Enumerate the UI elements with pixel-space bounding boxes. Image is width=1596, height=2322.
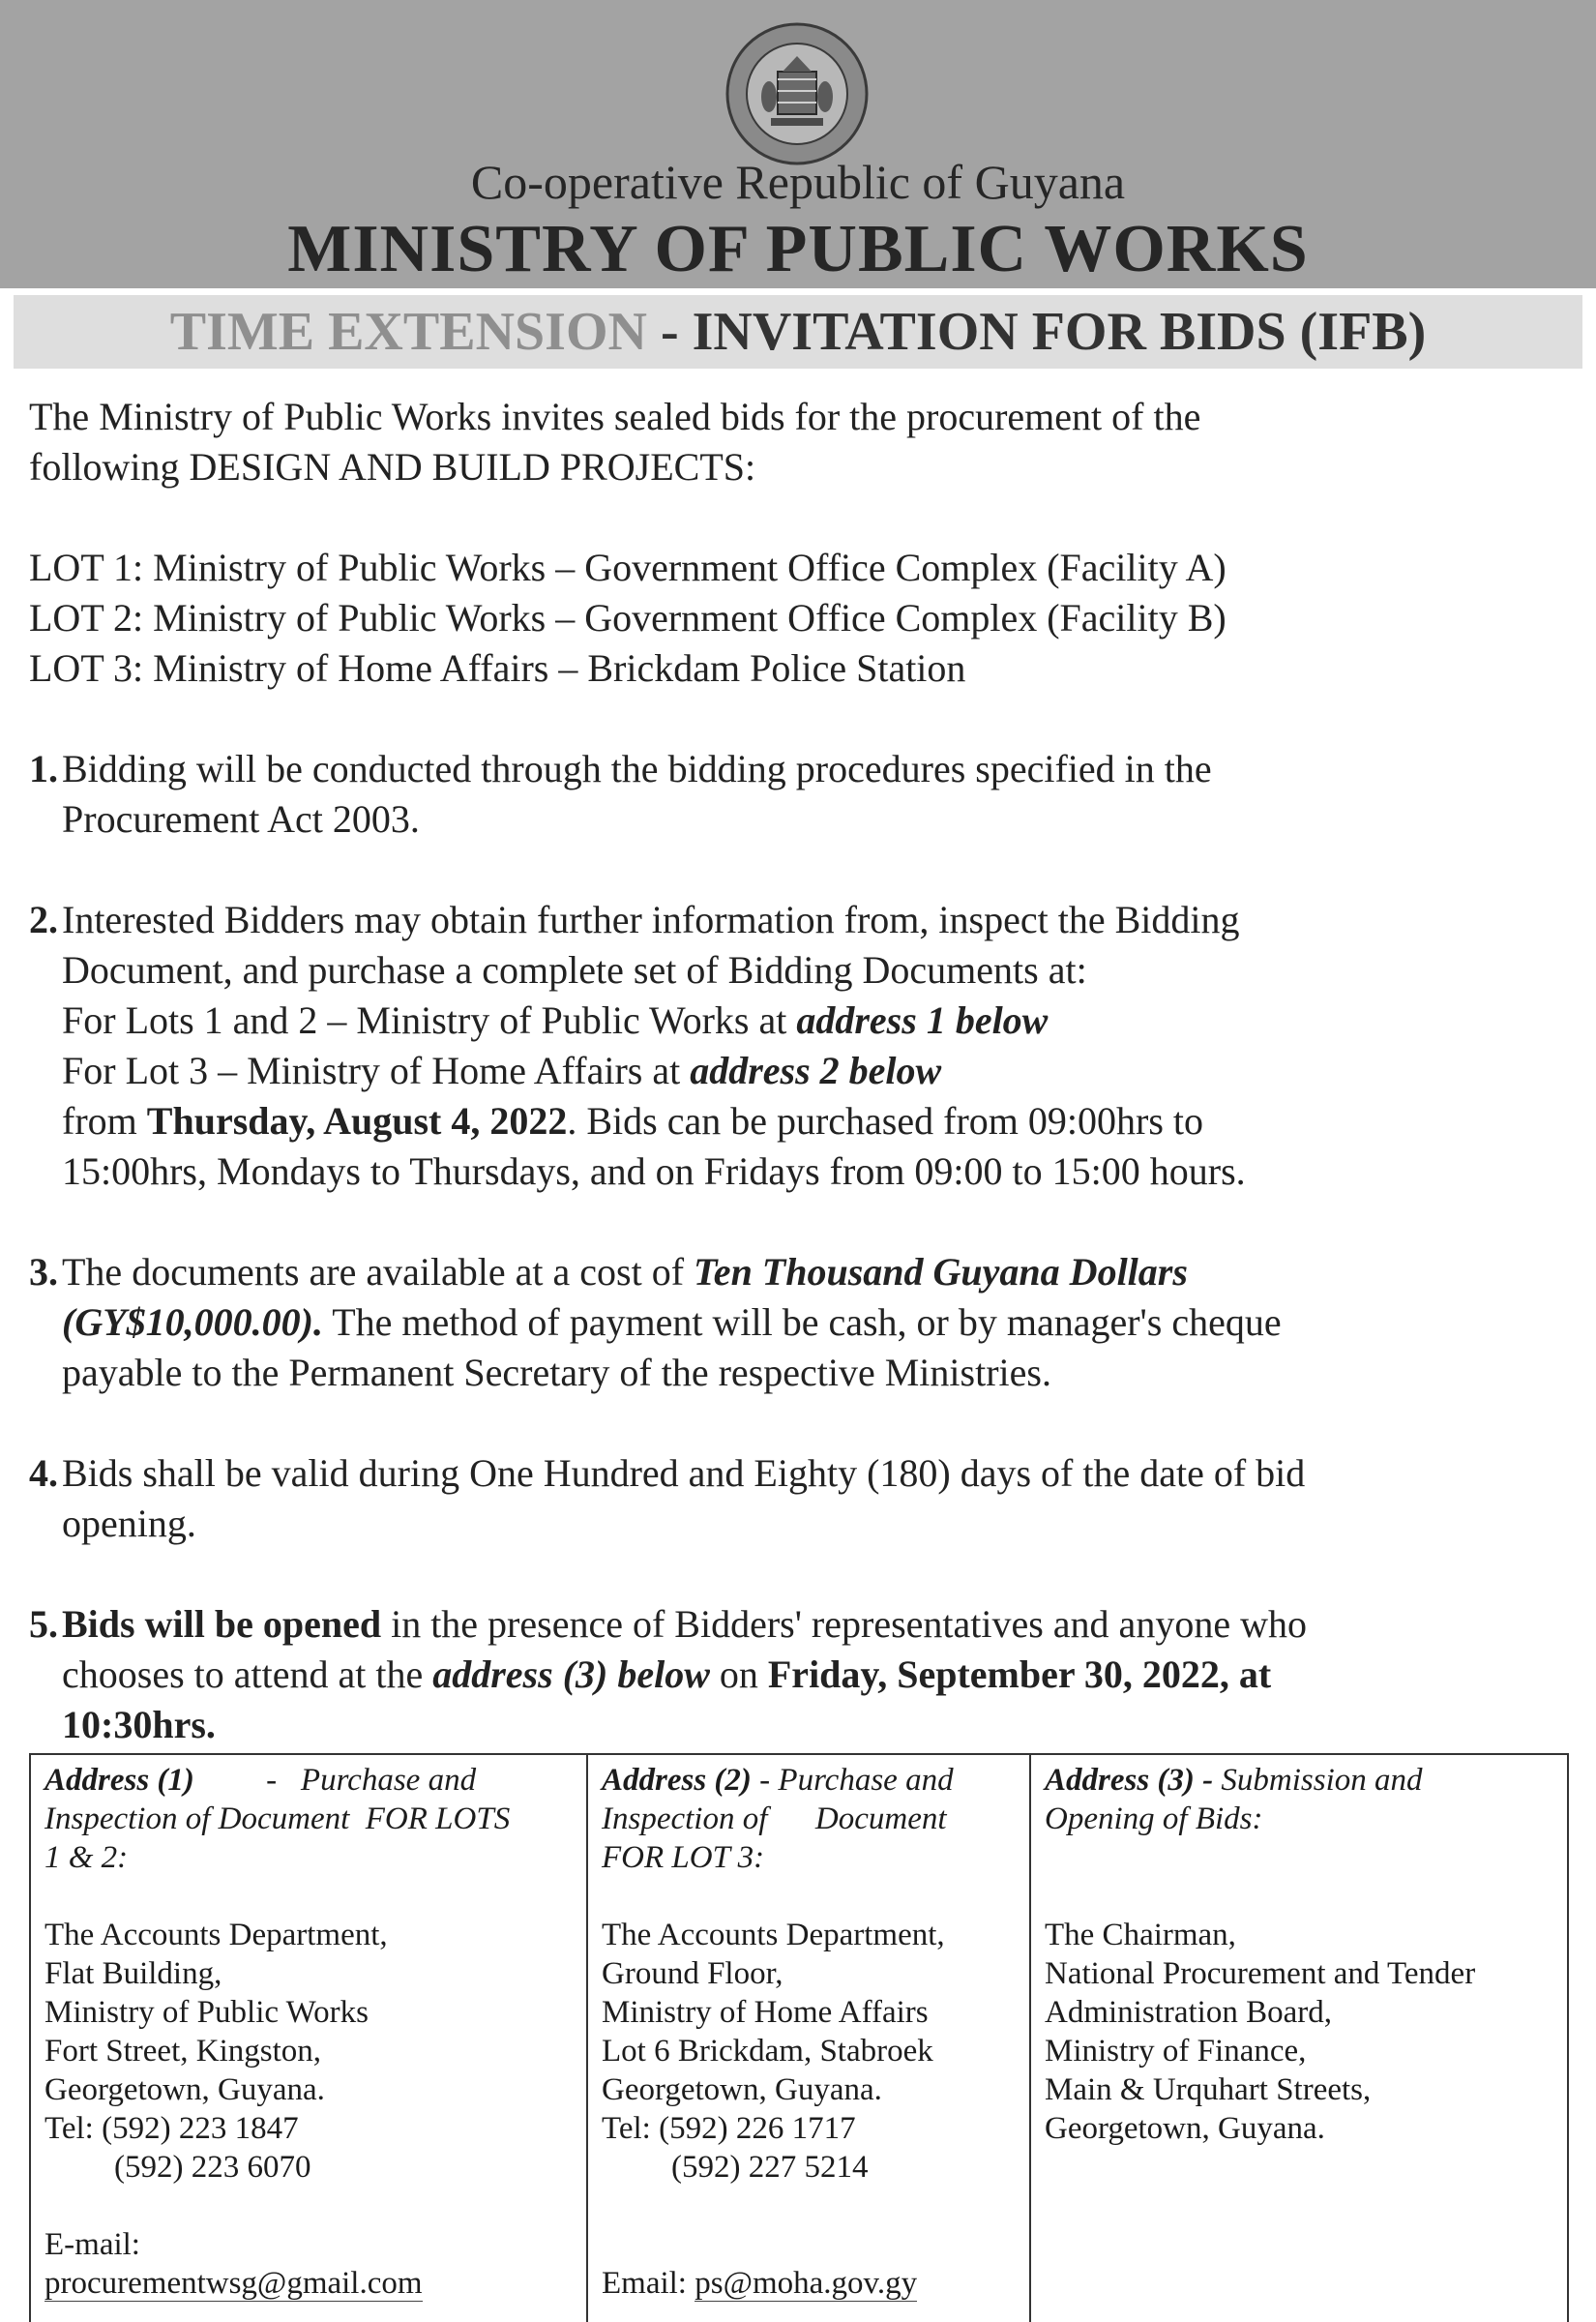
address-table (29, 1753, 1569, 2322)
lot-item: LOT 3: Ministry of Home Affairs – Brickdam Police Station (29, 646, 966, 690)
country-name: Co-operative Republic of Guyana (470, 155, 1126, 209)
clause-number: 3. (29, 1250, 58, 1294)
address-1-reference: address 1 below (796, 998, 1049, 1042)
clause-text: Bids shall be valid during One Hundred and Eighty (180) days of the date of bid (62, 1451, 1306, 1495)
address-2-title: Inspection of Document (602, 1801, 947, 1836)
clause-text: (GY$10,000.00). The method of payment will be cash, or by manager's cheque (62, 1300, 1282, 1344)
clause-text: payable to the Permanent Secretary of the respective Ministries. (62, 1351, 1051, 1394)
address-1-title: 1 & 2: (44, 1840, 129, 1875)
clause-text: Bidding will be conducted through the bidding procedures specified in the (62, 747, 1212, 790)
email-link[interactable]: ps@moha.gov.gy (695, 2266, 918, 2301)
clause-5 (29, 1599, 1577, 1750)
clause-text: Document, and purchase a complete set of Bidding Documents at: (62, 948, 1087, 992)
ministry-seal-icon (724, 21, 870, 166)
address-2-title: Address (2) - Purchase and (602, 1763, 954, 1798)
clause-text: chooses to attend at the address (3) below on Friday, September 30, 2022, at (62, 1652, 1272, 1696)
time-extension-label: TIME EXTENSION (169, 302, 647, 362)
clause-number: 5. (29, 1602, 58, 1646)
intro-line: The Ministry of Public Works invites sealed bids for the procurement of the (29, 395, 1201, 438)
bid-opening-time: 10:30hrs. (62, 1703, 216, 1746)
document-cost: Ten Thousand Guyana Dollars (694, 1250, 1188, 1294)
document-cost-amount: (GY$10,000.00). (62, 1300, 323, 1344)
header-band (0, 0, 1596, 288)
intro-line: following DESIGN AND BUILD PROJECTS: (29, 445, 756, 489)
lot-item: LOT 1: Ministry of Public Works – Government Office Complex (Facility A) (29, 546, 1227, 589)
ministry-name: MINISTRY OF PUBLIC WORKS (287, 212, 1309, 286)
clause-number: 1. (29, 747, 58, 790)
address-3-reference: address (3) below (432, 1652, 710, 1696)
address-3-title: Address (3) - Submission and (1045, 1763, 1423, 1798)
address-1-title: Inspection of Document FOR LOTS (44, 1801, 511, 1836)
clause-text: Interested Bidders may obtain further information from, inspect the Bidding (62, 898, 1240, 941)
clause-1 (29, 744, 1577, 845)
bid-opening-date: Friday, September 30, 2022, at (767, 1652, 1272, 1696)
clause-text: Bids will be opened in the presence of Bidders' representatives and anyone who (62, 1602, 1307, 1646)
address-1-column (31, 1755, 588, 2322)
clause-text: opening. (62, 1502, 196, 1545)
address-2-lines: The Accounts Department, Ground Floor, Ministry of Home Affairs Lot 6 Brickdam, Stabroek Georgetown, Guyana. Tel: (592) 226 1717 (592) 227 5214 Email: ps@moha.gov.gy (602, 1918, 945, 2301)
clause-text (62, 1700, 1577, 1750)
clause-text: For Lots 1 and 2 – Ministry of Public Works at address 1 below (62, 998, 1049, 1042)
clause-text: For Lot 3 – Ministry of Home Affairs at address 2 below (62, 1049, 942, 1092)
clause-text: Procurement Act 2003. (62, 797, 420, 841)
address-3-column (1031, 1755, 1567, 2322)
address-1-lines: The Accounts Department, Flat Building, Ministry of Public Works Fort Street, Kingston, Georgetown, Guyana. Tel: (592) 223 1847 (592) 223 6070 E-mail: procurementwsg@gmail.com (44, 1918, 423, 2301)
clause-4 (29, 1448, 1577, 1549)
lot-item: LOT 2: Ministry of Public Works – Government Office Complex (Facility B) (29, 596, 1227, 640)
email-link[interactable]: procurementwsg@gmail.com (44, 2266, 423, 2301)
notice-body (29, 392, 1577, 1750)
address-1-title: Address (1) - Purchase and (44, 1763, 477, 1798)
clause-text: 15:00hrs, Mondays to Thursdays, and on Fridays from 09:00 to 15:00 hours. (62, 1149, 1246, 1193)
clause-text: from Thursday, August 4, 2022. Bids can be purchased from 09:00hrs to (62, 1099, 1203, 1143)
address-3-title: Opening of Bids: (1045, 1801, 1263, 1836)
address-2-column (588, 1755, 1031, 2322)
clause-text: The documents are available at a cost of Ten Thousand Guyana Dollars (62, 1250, 1188, 1294)
purchase-start-date: Thursday, August 4, 2022 (146, 1099, 568, 1143)
address-2-title: FOR LOT 3: (602, 1840, 765, 1875)
address-2-reference: address 2 below (690, 1049, 942, 1092)
clause-number: 4. (29, 1451, 58, 1495)
invitation-for-bids-label: - INVITATION FOR BIDS (IFB) (646, 302, 1427, 362)
address-3-lines: The Chairman, National Procurement and Tender Administration Board, Ministry of Finance, Main & Urquhart Streets, Georgetown, Guyana. (1045, 1918, 1476, 2146)
clause-number: 2. (29, 898, 58, 941)
clause-2 (29, 895, 1577, 1197)
clause-3 (29, 1247, 1577, 1398)
notice-title (14, 295, 1582, 369)
